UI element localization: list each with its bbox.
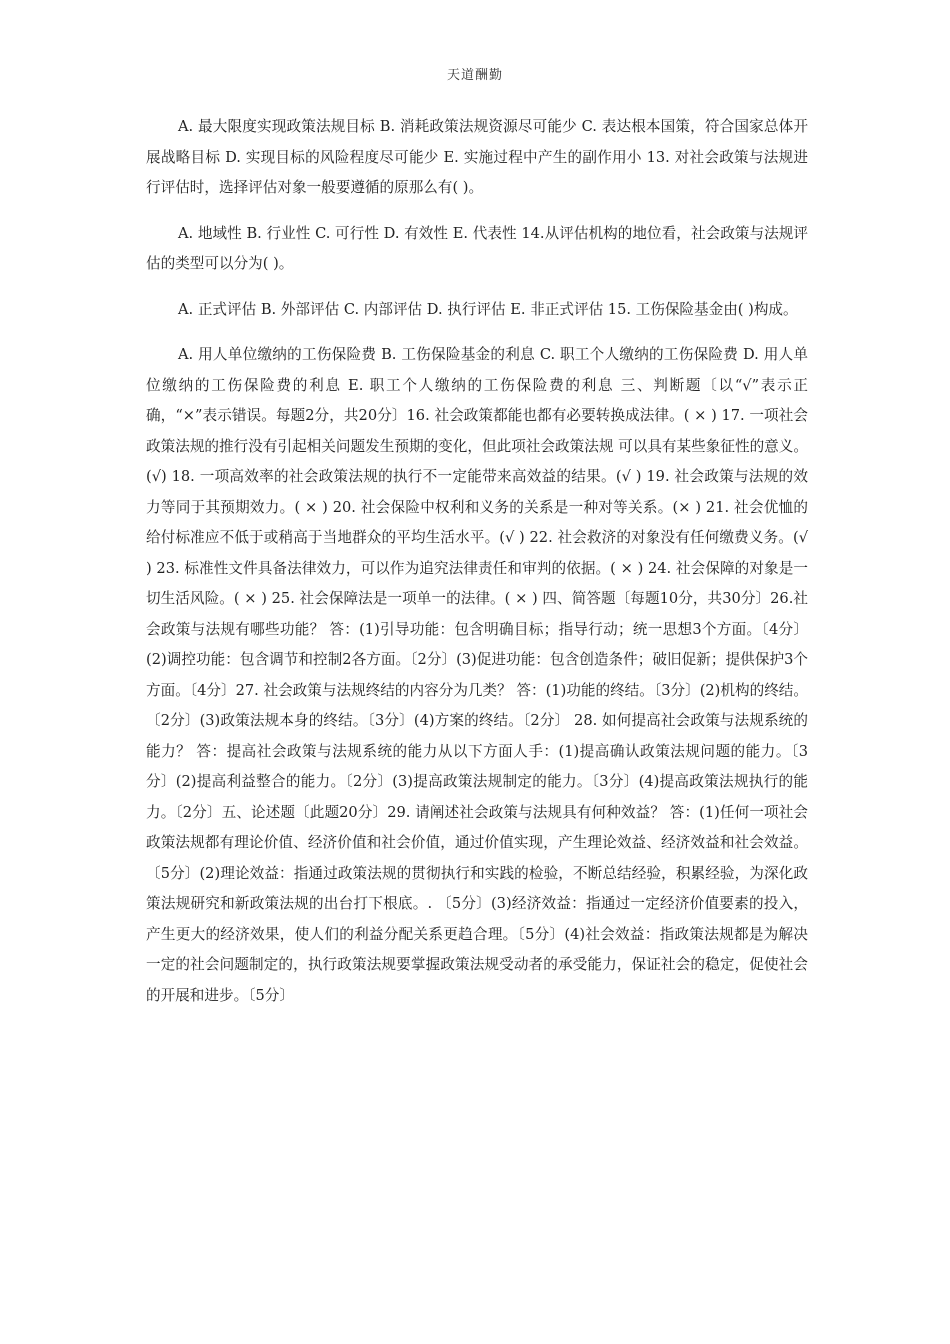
page-header: 天道酬勤 [446,68,503,83]
paragraph-question-12-options: A. 最大限度实现政策法规目标 B. 消耗政策法规资源尽可能少 C. 表达根本国策，符合国家总体开展战略目标 D. 实现目标的风险程度尽可能少 E. 实施过程中产生的副作用小 13. 对社会政策与法规进行评估时，选择评估对象一般要遵循的原那么有( )。 [146,118,808,196]
paragraph-question-14-options: A. 正式评估 B. 外部评估 C. 内部评估 D. 执行评估 E. 非正式评估 15. 工伤保险基金由( )构成。 [178,300,798,318]
paragraph-question-13-options: A. 地域性 B. 行业性 C. 可行性 D. 有效性 E. 代表性 14.从评估机构的地位看，社会政策与法规评估的类型可以分为( )。 [146,224,808,272]
document-body [146,112,808,1026]
paragraph-question-15-and-answers: A. 用人单位缴纳的工伤保险费 B. 工伤保险基金的利息 C. 职工个人缴纳的工伤保险费 D. 用人单位缴纳的工伤保险费的利息 E. 职工个人缴纳的工伤保险费的利息 三、判断题〔以“√”表示正确，“×”表示错误。每题2分，共20分〕16. 社会政策都能也都有必要转换成法律。( × ) 17. 一项社会政策法规的推行没有引起相关问题发生预期的变化，但此项社会政策法规 可以具有某些象征性的意义。(√) 18. 一项高效率的社会政策法规的执行不一定能带来高效益的结果。(√ ) 19. 社会政策与法规的效力等同于其预期效力。( × ) 20. 社会保险中权利和义务的关系是一种对等关系。(× ) 21. 社会优恤的给付标准应不低于或稍高于当地群众的平均生活水平。(√ ) 22. 社会救济的对象没有任何缴费义务。(√ ) 23. 标准性文件具备法律效力，可以作为追究法律责任和审判的依据。( × ) 24. 社会保障的对象是一切生活风险。( × ) 25. 社会保障法是一项单一的法律。( × ) 四、简答题〔每题10分，共30分〕26.社会政策与法规有哪些功能？ 答：(1)引导功能：包含明确目标；指导行动；统一思想3个方面。〔4分〕(2)调控功能：包含调节和控制2各方面。〔2分〕(3)促进功能：包含创造条件；破旧促新；提供保护3个方面。〔4分〕27. 社会政策与法规终结的内容分为几类？ 答：(1)功能的终结。〔3分〕(2)机构的终结。〔2分〕(3)政策法规本身的终结。〔3分〕(4)方案的终结。〔2分〕 28. 如何提高社会政策与法规系统的能力？ 答：提高社会政策与法规系统的能力从以下方面人手：(1)提高确认政策法规问题的能力。〔3分〕(2)提高利益整合的能力。〔2分〕(3)提高政策法规制定的能力。〔3分〕(4)提高政策法规执行的能力。〔2分〕五、论述题〔此题20分〕29. 请阐述社会政策与法规具有何种效益？ 答：(1)任何一项社会政策法规都有理论价值、经济价值和社会价值，通过价值实现，产生理论效益、经济效益和社会效益。〔5分〕(2)理论效益：指通过政策法规的贯彻执行和实践的检验，不断总结经验，积累经验，为深化政策法规研究和新政策法规的出台打下根底。. 〔5分〕(3)经济效益：指通过一定经济价值要素的投入，产生更大的经济效果，使人们的利益分配关系更趋合理。〔5分〕(4)社会效益：指政策法规都是为解决一定的社会问题制定的，执行政策法规要掌握政策法规受动者的承受能力，保证社会的稳定，促使社会的开展和进步。〔5分〕 [146,346,808,1004]
